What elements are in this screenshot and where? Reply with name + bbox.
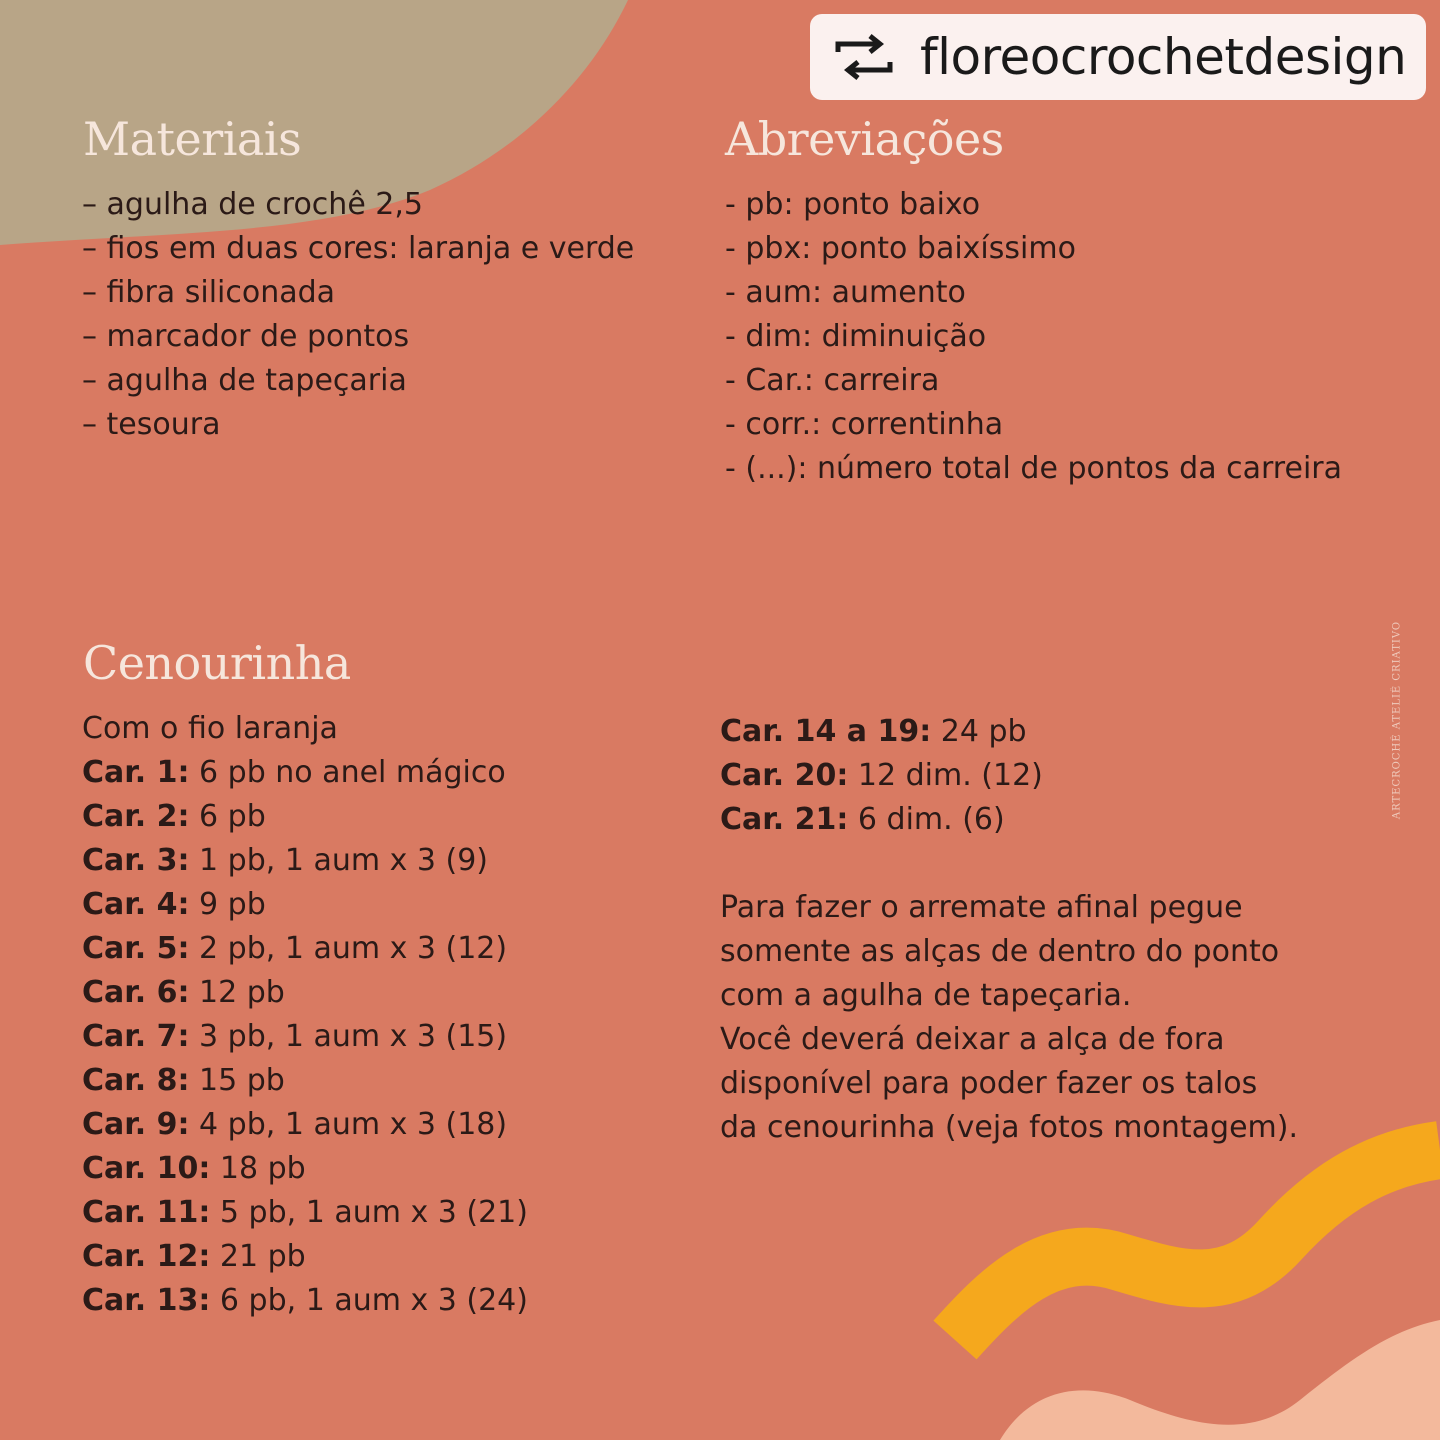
list-item: – agulha de crochê 2,5 xyxy=(82,187,424,222)
pattern-row xyxy=(82,1279,528,1323)
abreviacoes-title: Abreviações xyxy=(725,112,1004,166)
row-label: Car. 14 a 19: xyxy=(720,714,932,749)
pattern-row xyxy=(82,927,528,971)
list-item: – fios em duas cores: laranja e verde xyxy=(82,231,635,266)
row-label: Car. 8: xyxy=(82,1063,190,1098)
pattern-row xyxy=(82,839,528,883)
cenourinha-title: Cenourinha xyxy=(83,636,351,690)
row-text: 6 dim. (6) xyxy=(848,802,1005,837)
pattern-row xyxy=(82,883,528,927)
pattern-row xyxy=(720,710,1043,754)
list-item: - (...): número total de pontos da carreira xyxy=(725,451,1342,486)
row-text: 5 pb, 1 aum x 3 (21) xyxy=(210,1195,528,1230)
row-label: Car. 5: xyxy=(82,931,190,966)
row-label: Car. 12: xyxy=(82,1239,211,1274)
abreviacoes-list xyxy=(725,183,1342,491)
row-label: Car. 10: xyxy=(82,1151,211,1186)
row-label: Car. 11: xyxy=(82,1195,211,1230)
row-label: Car. 3: xyxy=(82,843,190,878)
row-text: 3 pb, 1 aum x 3 (15) xyxy=(189,1019,508,1054)
pattern-row xyxy=(82,1059,528,1103)
list-item: - Car.: carreira xyxy=(725,363,940,398)
row-label: Car. 2: xyxy=(82,799,190,834)
rows-left-list xyxy=(82,751,528,1323)
row-text: 24 pb xyxy=(931,714,1027,749)
cenourinha-intro: Com o fio laranja xyxy=(82,711,338,746)
materiais-title: Materiais xyxy=(83,112,302,166)
row-text: 21 pb xyxy=(210,1239,306,1274)
row-label: Car. 6: xyxy=(82,975,190,1010)
pattern-row xyxy=(82,795,528,839)
list-item: – agulha de tapeçaria xyxy=(82,363,407,398)
row-label: Car. 9: xyxy=(82,1107,190,1142)
pattern-row xyxy=(82,1191,528,1235)
row-text: 6 pb xyxy=(189,799,266,834)
row-text: 12 dim. (12) xyxy=(848,758,1043,793)
row-label: Car. 13: xyxy=(82,1283,211,1318)
rows-right-list xyxy=(720,710,1043,842)
list-item: – tesoura xyxy=(82,407,221,442)
materiais-list xyxy=(82,183,634,447)
list-item: - dim: diminuição xyxy=(725,319,987,354)
finishing-instructions xyxy=(720,886,1298,1150)
pattern-row xyxy=(82,1235,528,1279)
row-text: 9 pb xyxy=(189,887,266,922)
list-item: - pbx: ponto baixíssimo xyxy=(725,231,1076,266)
list-item: - aum: aumento xyxy=(725,275,966,310)
list-item: – fibra siliconada xyxy=(82,275,336,310)
row-text: 6 pb no anel mágico xyxy=(189,755,506,790)
row-text: 15 pb xyxy=(189,1063,285,1098)
pattern-row xyxy=(82,751,528,795)
row-text: 18 pb xyxy=(210,1151,306,1186)
pattern-row xyxy=(720,754,1043,798)
pattern-row xyxy=(82,971,528,1015)
row-label: Car. 21: xyxy=(720,802,849,837)
pattern-row xyxy=(82,1103,528,1147)
vertical-credit: ARTECROCHÊ ATELIÊ CRIATIVO xyxy=(1391,620,1403,820)
finish-line: disponível para poder fazer os talos xyxy=(720,1066,1258,1101)
finish-line: somente as alças de dentro do ponto xyxy=(720,934,1280,969)
repost-icon xyxy=(832,32,896,82)
row-label: Car. 4: xyxy=(82,887,190,922)
row-label: Car. 20: xyxy=(720,758,849,793)
row-text: 1 pb, 1 aum x 3 (9) xyxy=(189,843,489,878)
pattern-row xyxy=(82,1147,528,1191)
row-text: 12 pb xyxy=(189,975,285,1010)
pattern-row xyxy=(82,1015,528,1059)
list-item: - pb: ponto baixo xyxy=(725,187,981,222)
row-text: 6 pb, 1 aum x 3 (24) xyxy=(210,1283,528,1318)
row-text: 2 pb, 1 aum x 3 (12) xyxy=(189,931,508,966)
finish-line: da cenourinha (veja fotos montagem). xyxy=(720,1110,1298,1145)
repost-badge[interactable] xyxy=(810,14,1426,100)
repost-handle[interactable]: floreocrochetdesign xyxy=(920,28,1407,86)
finish-line: com a agulha de tapeçaria. xyxy=(720,978,1132,1013)
list-item: - corr.: correntinha xyxy=(725,407,1004,442)
row-text: 4 pb, 1 aum x 3 (18) xyxy=(189,1107,508,1142)
row-label: Car. 1: xyxy=(82,755,190,790)
finish-line: Você deverá deixar a alça de fora xyxy=(720,1022,1225,1057)
peach-wave xyxy=(1000,1320,1440,1440)
yellow-wave xyxy=(955,1150,1440,1340)
list-item: – marcador de pontos xyxy=(82,319,410,354)
pattern-row xyxy=(720,798,1043,842)
finish-line: Para fazer o arremate afinal pegue xyxy=(720,890,1243,925)
row-label: Car. 7: xyxy=(82,1019,190,1054)
